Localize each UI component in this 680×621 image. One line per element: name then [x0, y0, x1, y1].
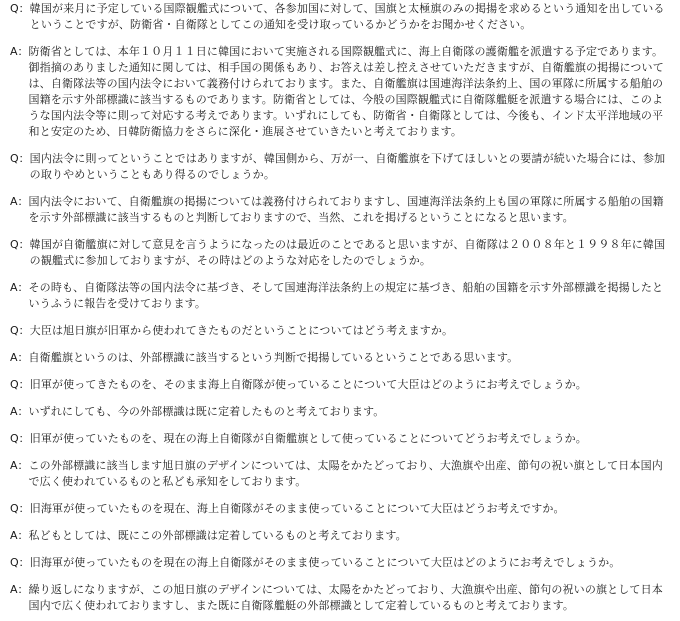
answer-5 — [10, 404, 672, 420]
speaker-label: Q： — [10, 152, 30, 165]
answer-text: 自衛艦旗というのは、外部標識に該当するという判断で掲揚しているということである思います。 — [28, 351, 519, 364]
speaker-label: A： — [10, 45, 29, 58]
speaker-label: Q： — [10, 378, 30, 391]
answer-3 — [10, 280, 672, 312]
answer-text: いずれにしても、今の外部標識は既に定着したものと考えております。 — [28, 405, 385, 418]
speaker-label: Q： — [10, 2, 30, 15]
speaker-label: Q： — [10, 324, 30, 337]
speaker-label: Q： — [10, 556, 30, 569]
speaker-label: A： — [10, 405, 29, 418]
question-6 — [10, 431, 672, 447]
question-text: 旧海軍が使っていたものを現在の海上自衛隊がそのまま使っていることについて大臣はどのようにお考えでしょうか。 — [29, 556, 621, 569]
answer-text: 防衛省としては、本年１０月１１日に韓国において実施される国際観艦式に、海上自衛隊の護衛艦を派遣する予定であります。御指摘のありました通知に関しては、相手国の関係もあり、お答えは差し控えさせていただきますが、自衛艦旗の掲揚については、自衛隊法等の国内法令において義務付けられております。また、自衛艦旗は国連海洋法条約上、国の軍隊に所属する船舶の国籍を示す外部標識に該当するものであります。防衛省としては、今般の国際観艦式に自衛隊艦艇を派遣する場合には、このような国内法令等に則って対応する考えであります。いずれにしても、防衛省・自衛隊としては、今後も、インド太平洋地域の平和と安定のため、日韓防衛協力をさらに深化・進展させていきたいと考えております。 — [28, 45, 664, 138]
speaker-label: A： — [10, 351, 29, 364]
question-7 — [10, 501, 672, 517]
speaker-label: A： — [10, 583, 29, 596]
speaker-label: A： — [10, 529, 29, 542]
answer-text: 繰り返しになりますが、この旭日旗のデザインについては、太陽をかたどっており、大漁旗や出産、節句の祝いの旗として日本国内で広く使われておりますし、また既に自衛隊艦艇の外部標識として定着しているものと考えております。 — [28, 583, 663, 612]
answer-text: 国内法令において、自衛艦旗の掲揚については義務付けられておりますし、国連海洋法条約上も国の軍隊に所属する船舶の国籍を示す外部標識に該当するものと判断しておりますので、当然、これを掲げるということになると思います。 — [28, 195, 664, 224]
answer-text: 私どもとしては、既にこの外部標識は定着しているものと考えております。 — [28, 529, 407, 542]
speaker-label: Q： — [10, 238, 30, 251]
question-text: 韓国が来月に予定している国際観艦式について、各参加国に対して、国旗と太極旗のみの掲揚を求めるという通知を出しているということですが、防衛省・自衛隊としてこの通知を受け取っているかどうかをお聞かせください。 — [29, 2, 665, 31]
question-text: 大臣は旭日旗が旧軍から使われてきたものだということについてはどう考えますか。 — [29, 324, 454, 337]
question-3 — [10, 237, 672, 269]
answer-text: この外部標識に該当します旭日旗のデザインについては、太陽をかたどっており、大漁旗や出産、節句の祝い旗として日本国内で広く使われているものと私ども承知をしております。 — [28, 459, 663, 488]
question-text: 旧軍が使っていたものを、現在の海上自衛隊が自衛艦旗として使っていることについてどうお考えでしょうか。 — [29, 432, 587, 445]
speaker-label: Q： — [10, 432, 30, 445]
answer-7 — [10, 528, 672, 544]
speaker-label: A： — [10, 459, 29, 472]
speaker-label: A： — [10, 195, 29, 208]
question-1 — [10, 1, 672, 33]
speaker-label: Q： — [10, 502, 30, 515]
question-text: 国内法令に則ってということではありますが、韓国側から、万が一、自衛艦旗を下げてほしいとの要請が続いた場合には、参加の取りやめということもあり得るのでしょうか。 — [29, 152, 666, 181]
answer-4 — [10, 350, 672, 366]
answer-8 — [10, 582, 672, 614]
answer-1 — [10, 44, 672, 140]
answer-6 — [10, 458, 672, 490]
question-text: 旧軍が使ってきたものを、そのまま海上自衛隊が使っていることについて大臣はどのようにお考えでしょうか。 — [29, 378, 587, 391]
speaker-label: A： — [10, 281, 29, 294]
answer-2 — [10, 194, 672, 226]
question-text: 韓国が自衛艦旗に対して意見を言うようになったのは最近のことであると思いますが、自衛隊は２００８年と１９９８年に韓国の観艦式に参加しておりますが、その時はどのような対応をしたのでしょうか。 — [29, 238, 666, 267]
question-8 — [10, 555, 672, 571]
question-5 — [10, 377, 672, 393]
question-4 — [10, 323, 672, 339]
question-2 — [10, 151, 672, 183]
answer-text: その時も、自衛隊法等の国内法令に基づき、そして国連海洋法条約上の規定に基づき、船舶の国籍を示す外部標識を掲揚したというふうに報告を受けております。 — [28, 281, 664, 310]
question-text: 旧海軍が使っていたものを現在、海上自衛隊がそのまま使っていることについて大臣はどうお考えですか。 — [29, 502, 565, 515]
